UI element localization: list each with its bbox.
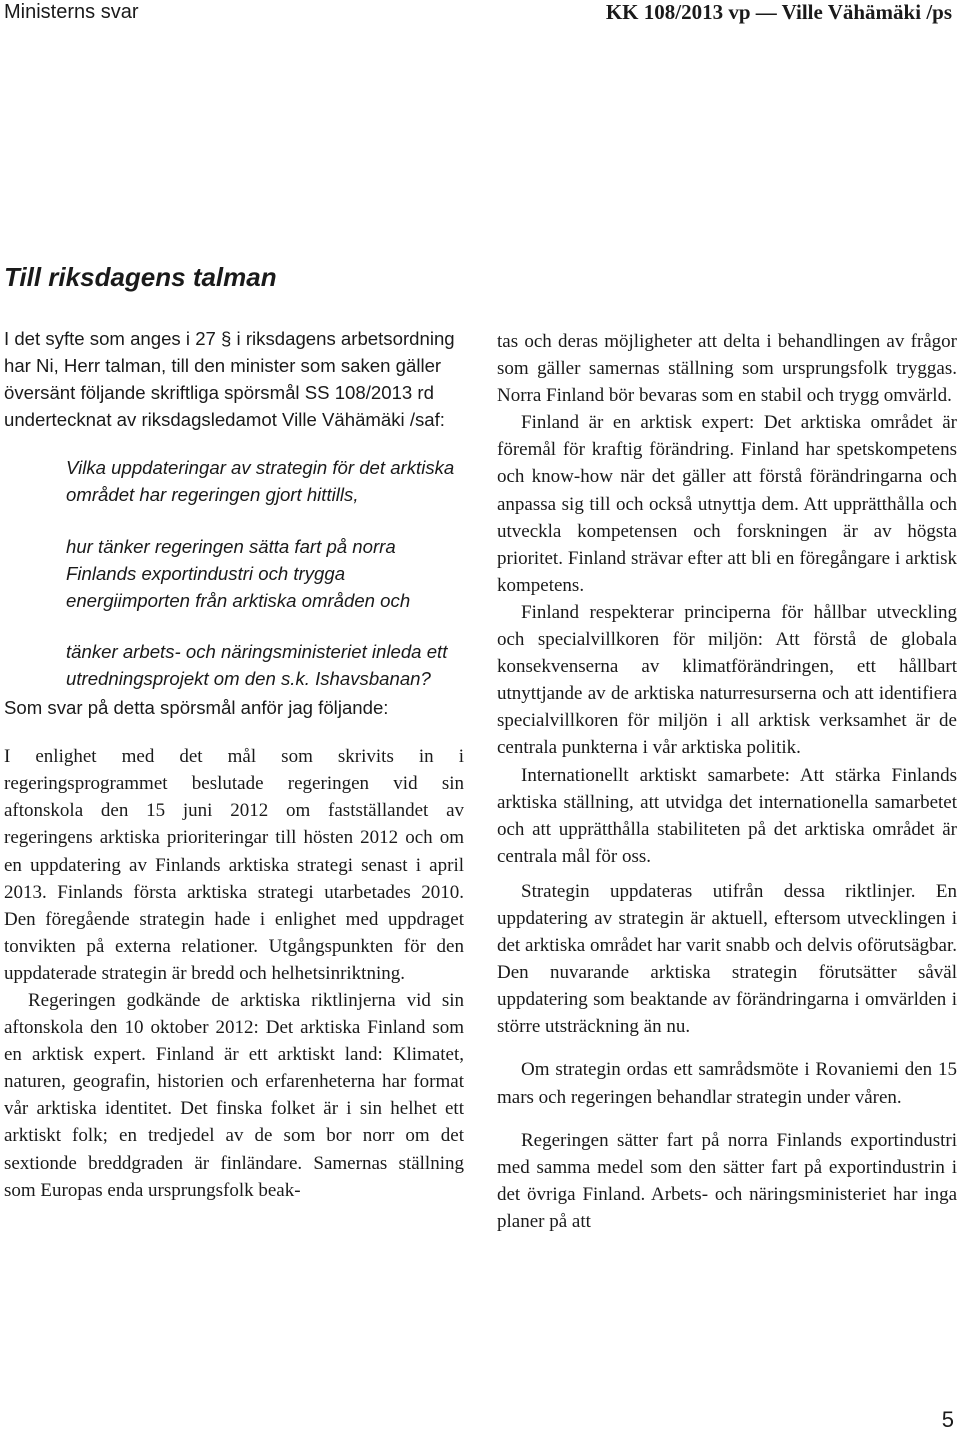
left-paragraph-1: I enlighet med det mål som skrivits in i regeringsprogrammet beslutade regeringen vid sin aftonskola den 15 juni 2012 om fastställandet av regeringens arktiska prioriteringar till hösten 2012 och om en uppdatering av Finlands arktiska strategi senast i april 2013. Finlands första arktiska strategi utarbetades 2010. Den föregående strategin hade i enlighet med uppdraget tonvikten på externa relationer. Utgångspunkten för den uppdaterade strategin är bredd och helhetsinriktning.	[4, 746, 464, 984]
question-2: hur tänker regeringen sätta fart på norra Finlands exportindustri och trygga energiimporten från arktiska områden och	[66, 535, 411, 611]
right-paragraph-4: Internationellt arktiskt samarbete: Att stärka Finlands arktiska ställning, att utvidga det internationella samarbetet och att upprätthålla stabiliteten på det arktiska området är centrala mål för oss.	[497, 764, 957, 867]
right-column	[497, 328, 957, 1235]
header-right: KK 108/2013 vp — Ville Vähämäki /ps	[605, 0, 952, 24]
answer-lead: Som svar på detta spörsmål anför jag följande:	[4, 697, 389, 719]
right-paragraph-3: Finland respekterar principerna för hållbar utveckling och specialvillkoren för miljön: Att förstå de globala konsekvenserna av klimatförändringen, ett hållbart utnyttjande av de arktiska naturresurserna och att identifiera specialvillkoren för miljön i all arktisk verksamhet är de centrala punkterna i vår arktiska politik.	[497, 601, 957, 759]
right-paragraph-2: Finland är en arktisk expert: Det arktiska området är föremål för kraftig förändring. Finland har spetskompetens och know-how när det gäller att förstå förändringarna och anpassa sig till och också utnyttja dem. Att upprätthålla och utveckla kompetensen och forskningen är av högsta prioritet. Finland strävar efter att bli en föregångare i arktisk kompetens.	[497, 412, 957, 596]
question-3: tänker arbets- och näringsministeriet inleda ett utredningsprojekt om den s.k. Ishavsbanan?	[66, 640, 448, 689]
page-title: Till riksdagens talman	[4, 262, 277, 292]
left-paragraph-2: Regeringen godkände de arktiska riktlinjerna vid sin aftonskola den 10 oktober 2012: Det arktiska Finland som en arktisk expert. Finland är ett arktiskt land: Klimatet, naturen, geografin, historien och erfarenheterna har format vår arktiska identitet. Det finska folket är i sin helhet ett arktiskt folk; en tredjedel av de som bor norr om det sextionde breddgraden är finländare. Samernas ställning som Europas enda ursprungsfolk beak-	[4, 989, 464, 1201]
right-paragraph-5: Strategin uppdateras utifrån dessa riktlinjer. En uppdatering av strategin är aktuell, eftersom utvecklingen i det arktiska området har varit snabb och delvis oförutsägbar. Den nuvarande arktiska strategin förutsätter såväl uppdatering som beaktande av förändringarna i omvärlden i större utsträckning än nu.	[497, 880, 957, 1038]
intro-paragraph: I det syfte som anges i 27 § i riksdagens arbetsordning har Ni, Herr talman, till den minister som saken gäller översänt följande skriftliga spörsmål SS 108/2013 rd undertecknat av riksdagsledamot Ville Vähämäki /saf:	[4, 328, 455, 431]
page-number: 5	[941, 1407, 954, 1432]
right-paragraph-6: Om strategin ordas ett samrådsmöte i Rovaniemi den 15 mars och regeringen behandlar strategin under våren.	[497, 1059, 957, 1108]
running-header	[0, 0, 960, 30]
question-1: Vilka uppdateringar av strategin för det arktiska området har regeringen gjort hittills,	[66, 457, 455, 506]
left-column	[4, 325, 464, 1204]
header-left: Ministerns svar	[4, 1, 139, 23]
right-paragraph-7: Regeringen sätter fart på norra Finlands exportindustri med samma medel som den sätter fart på exportindustrin i det övriga Finland. Arbets- och näringsministeriet har inga planer på att	[497, 1129, 957, 1232]
right-paragraph-1: tas och deras möjligheter att delta i behandlingen av frågor som gäller samernas ställning som ursprungsfolk tryggas. Norra Finland bör bevaras som en stabil och trygg omvärld.	[497, 331, 957, 407]
